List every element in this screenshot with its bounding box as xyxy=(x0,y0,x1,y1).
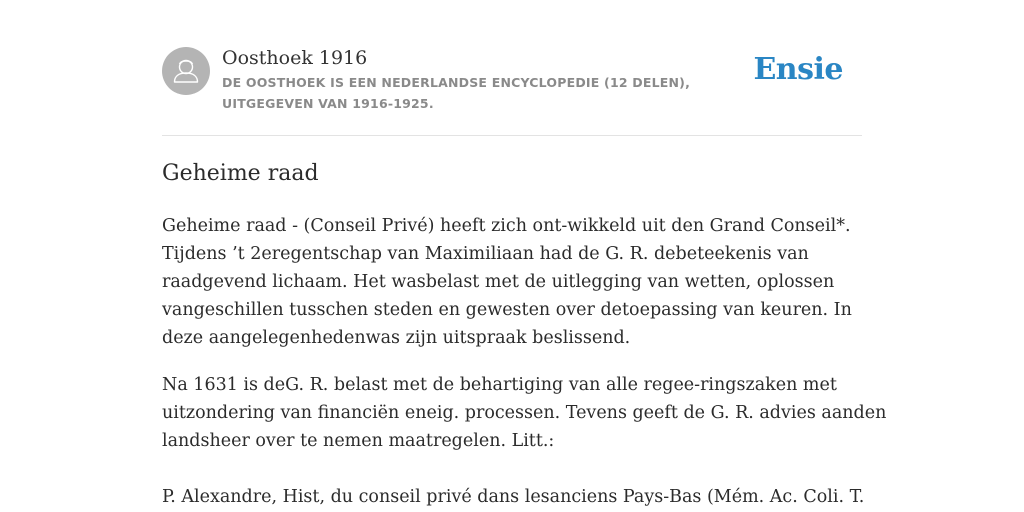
article-paragraph xyxy=(162,371,887,455)
paragraph-line: P. Alexandre, Hist, du conseil privé dans lesanciens Pays-Bas (Mém. Ac. Coli. T. xyxy=(162,487,865,507)
header-divider xyxy=(162,135,862,136)
literature-reference xyxy=(162,483,872,511)
source-name[interactable]: Oosthoek 1916 xyxy=(222,47,368,69)
paragraph-line: Geheime raad - (Conseil Privé) heeft zich ont-wikkeld uit den Grand Conseil*. xyxy=(162,216,851,236)
paragraph-line: Na 1631 is deG. R. belast met de behartiging van alle regee-ringszaken met xyxy=(162,375,837,395)
paragraph-line: raadgevend lichaam. Het wasbelast met de uitlegging van wetten, oplossen xyxy=(162,272,835,292)
user-icon xyxy=(162,47,210,95)
source-header xyxy=(162,46,862,118)
source-description: DE OOSTHOEK IS EEN NEDERLANDSE ENCYCLOPEDIE (12 DELEN), UITGEGEVEN VAN 1916-1925. xyxy=(222,75,691,111)
paragraph-line: landsheer over te nemen maatregelen. Litt.: xyxy=(162,431,555,451)
source-avatar[interactable] xyxy=(162,47,210,95)
article-title: Geheime raad xyxy=(162,161,319,186)
paragraph-line: deze aangelegenhedenwas zijn uitspraak beslissend. xyxy=(162,328,631,348)
paragraph-line: vangeschillen tusschen steden en gewesten over detoepassing van keuren. In xyxy=(162,300,852,320)
paragraph-line: uitzondering van financiën eneig. processen. Tevens geeft de G. R. advies aanden xyxy=(162,403,887,423)
paragraph-line: Tijdens ’t 2eregentschap van Maximiliaan had de G. R. debeteekenis van xyxy=(162,244,809,264)
article-paragraph xyxy=(162,212,872,352)
brand-logo[interactable]: Ensie xyxy=(753,52,843,87)
